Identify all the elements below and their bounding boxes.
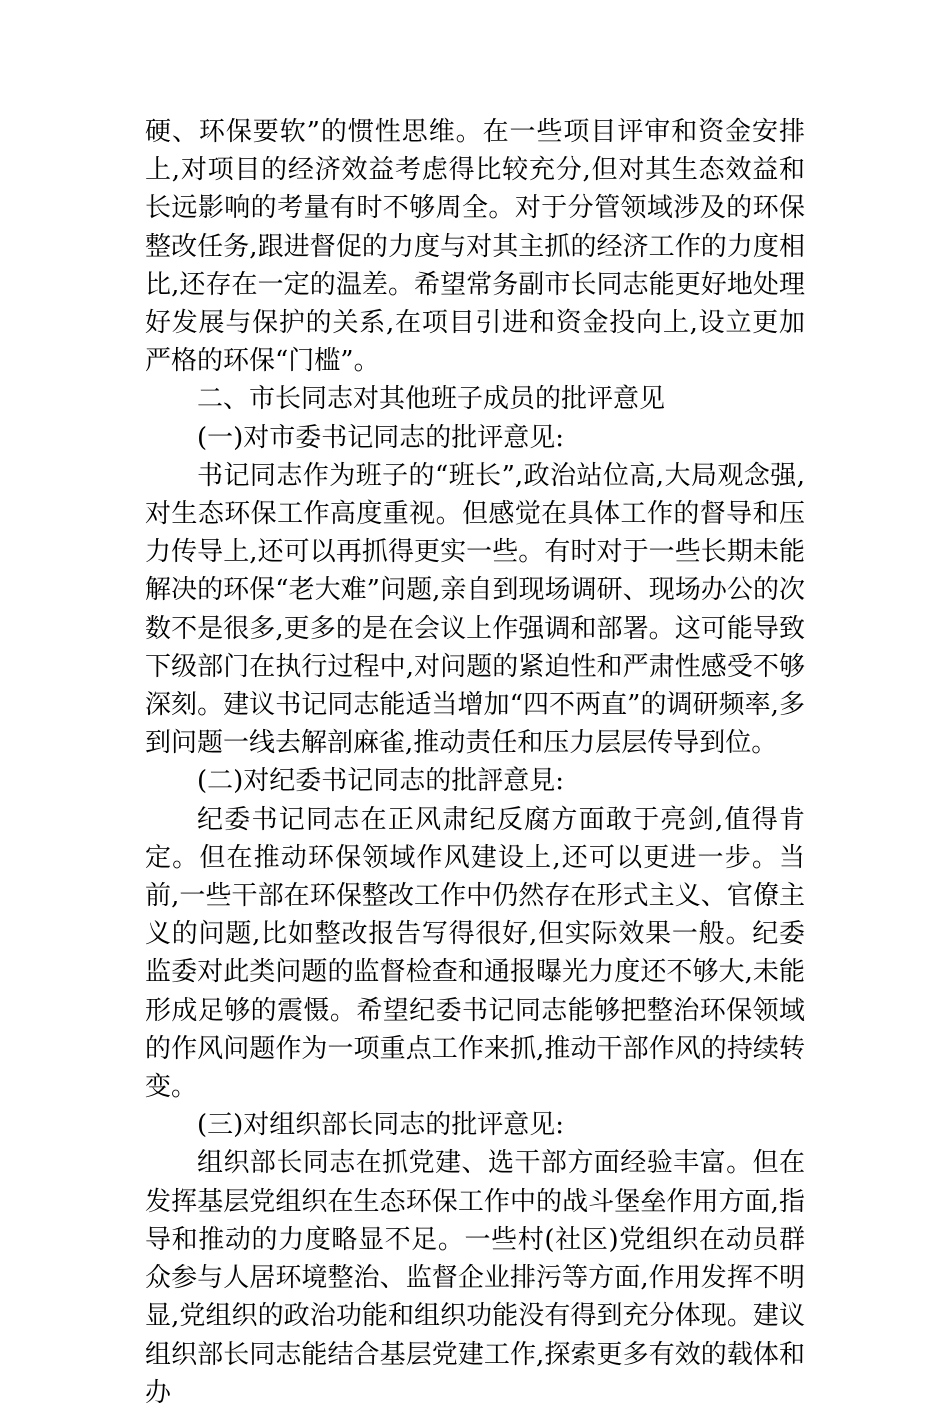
- paragraph-continuation: 硬、环保要软”的惯性思维。在一些项目评审和资金安排上,对项目的经济效益考虑得比较充分,但对其生态效益和长远影响的考量有时不够周全。对于分管领域涉及的环保整改任务,跟进督促的力度与对其主抓的经济工作的力度相比,还存在一定的温差。希望常务副市长同志能更好地处理好发展与保护的关系,在项目引进和资金投向上,设立更加严格的环保“门槛”。: [145, 117, 805, 377]
- paragraph-discipline: 纪委书记同志在正风肃纪反腐方面敢于亮剑,值得肯定。但在推动环保领域作风建设上,还可以更进一步。当前,一些干部在环保整改工作中仍然存在形式主义、官僚主义的问题,比如整改报告写得很好,但实际效果一般。纪委监委对此类问题的监督检查和通报曝光力度还不够大,未能形成足够的震慑。希望纪委书记同志能够把整治环保领域的作风问题作为一项重点工作来抓,推动干部作风的持续转变。: [145, 804, 805, 1103]
- subsection-heading-discipline: (二)对纪委书记同志的批評意見:: [197, 766, 565, 797]
- subsection-heading-organization: (三)对组织部长同志的批评意见:: [197, 1110, 565, 1141]
- document-body: [145, 113, 805, 1412]
- paragraph-organization: 组织部长同志在抓党建、选干部方面经验丰富。但在发挥基层党组织在生态环保工作中的战斗堡垒作用方面,指导和推动的力度略显不足。一些村(社区)党组织在动员群众参与人居环境整治、监督企业排污等方面,作用发挥不明显,党组织的政治功能和组织功能没有得到充分体现。建议组织部长同志能结合基层党建工作,探索更多有效的载体和办: [145, 1148, 805, 1408]
- section-heading: 二、市长同志对其他班子成员的批评意见: [197, 384, 666, 415]
- subsection-heading-secretary: (一)对市委书记同志的批评意见:: [197, 422, 565, 453]
- paragraph-secretary: 书记同志作为班子的“班长”,政治站位高,大局观念强,对生态环保工作高度重视。但感觉在具体工作的督导和压力传导上,还可以再抓得更实一些。有时对于一些长期未能解决的环保“老大难”问题,亲自到现场调研、现场办公的次数不是很多,更多的是在会议上作强调和部署。这可能导致下级部门在执行过程中,对问题的紧迫性和严肃性感受不够深刻。建议书记同志能适当增加“四不两直”的调研频率,多到问题一线去解剖麻雀,推动责任和压力层层传导到位。: [145, 460, 805, 759]
